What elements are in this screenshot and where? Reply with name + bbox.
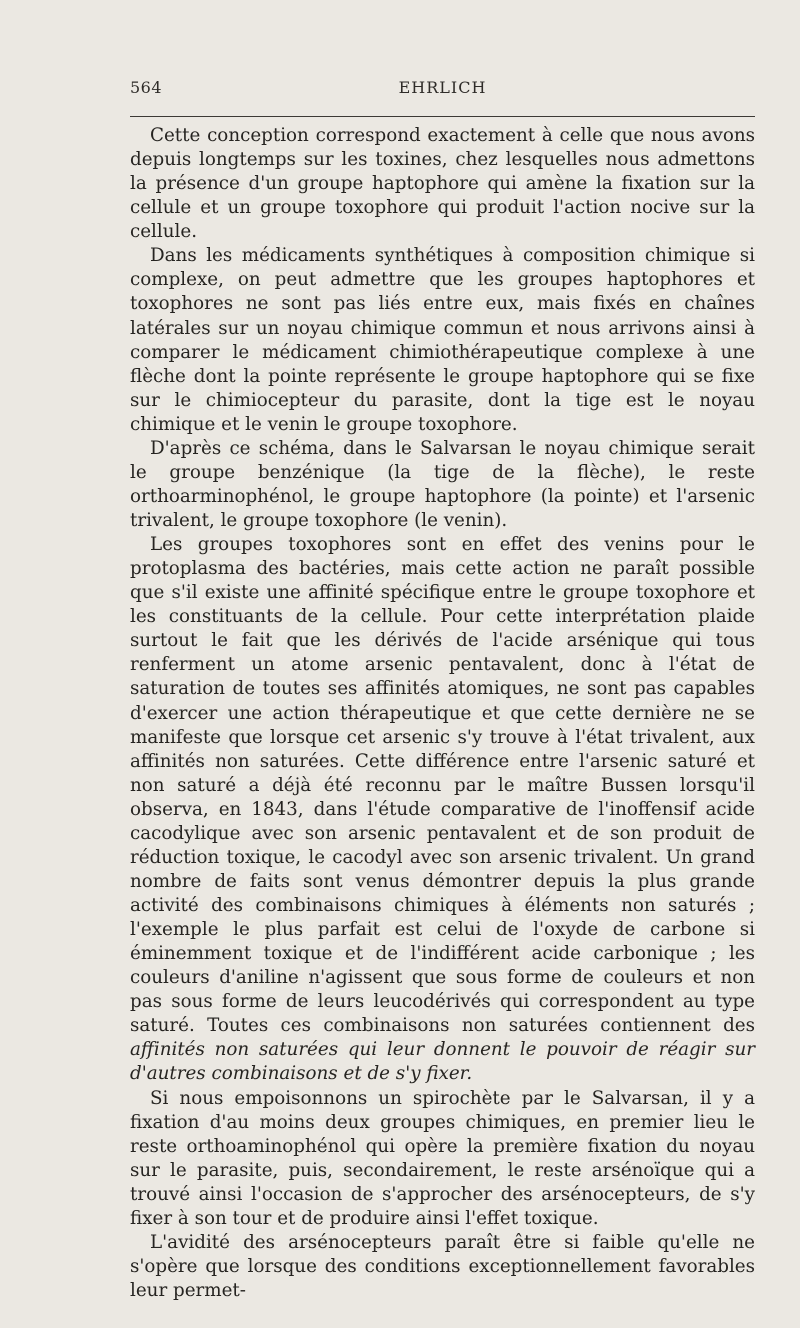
paragraph-3-text: D'après ce schéma, dans le Salvarsan le noyau chimique serait le groupe benzénique (la tige de la flèche), le reste orthoarminophénol, le groupe haptophore (la pointe) et l'arsenic trivalent, le groupe toxophore (le venin). (130, 437, 755, 531)
paragraph-6 (130, 1231, 755, 1303)
paragraph-2-text: Dans les médicaments synthétiques à composition chimique si complexe, on peut admettre que les groupes haptophores et toxophores ne sont pas liés entre eux, mais fixés en chaînes latérales sur un noyau chimique commun et nous arrivons ainsi à comparer le médicament chimiothérapeutique complexe à une flèche dont la pointe représente le groupe haptophore qui se fixe sur le chimiocepteur du parasite, dont la tige est le noyau chimique et le venin le groupe toxophore. (130, 245, 755, 435)
paragraph-5-text: Si nous empoisonnons un spirochète par le Salvarsan, il y a fixation d'au moins deux groupes chimiques, en premier lieu le reste orthoaminophénol qui opère la première fixation du noyau sur le parasite, puis, secondairement, le reste arsénoïque qui a trouvé ainsi l'occasion de s'approcher des arsénocepteurs, de s'y fixer à son tour et de produire ainsi l'effet toxique. (130, 1087, 755, 1229)
paragraph-1-text: Cette conception correspond exactement à celle que nous avons depuis longtemps sur les toxines, chez lesquelles nous admettons la présence d'un groupe haptophore qui amène la fixation sur la cellule et un groupe toxophore qui produit l'action nocive sur la cellule. (130, 125, 755, 243)
page-number: 564 (130, 78, 163, 97)
paragraph-5 (130, 1087, 755, 1231)
paragraph-1 (130, 124, 755, 244)
paragraph-2 (130, 244, 755, 437)
paragraph-4-text: Les groupes toxophores sont en effet des venins pour le protoplasma des bactéries, mais cette action ne paraît possible que s'il existe une affinité spécifique entre le groupe toxophore et les constituants de la cellule. Pour cette interprétation plaide surtout le fait que les dérivés de l'acide arsénique qui tous renferment un atome arsenic pentavalent, donc à l'état de saturation de toutes ses affinités atomiques, ne sont pas capables d'exercer une action thérapeutique et que cette dernière ne se manifeste que lorsque cet arsenic s'y trouve à l'état trivalent, aux affinités non saturées. Cette différence entre l'arsenic saturé et non saturé a déjà été reconnu par le maître Bussen lorsqu'il observa, en 1843, dans l'étude comparative de l'inoffensif acide cacodylique avec son arsenic pentavalent et de son produit de réduction toxique, le cacodyl avec son arsenic trivalent. Un grand nombre de faits sont venus démontrer depuis la plus grande activité des combinaisons chimiques à éléments non saturés ; l'exemple le plus parfait est celui de l'oxyde de carbone si éminemment toxique et de l'indifférent acide carbonique ; les couleurs d'aniline n'agissent que sous forme de couleurs et non pas sous forme de leurs leucodérivés qui correspondent au type saturé. Toutes ces combinaisons non saturées contiennent des (130, 534, 755, 1037)
paragraph-3 (130, 437, 755, 533)
running-head: EHRLICH (398, 78, 487, 97)
paragraph-4-italic: affinités non saturées qui leur donnent le pouvoir de réagir sur d'autres combinaisons et de s'y fixer. (130, 1039, 755, 1085)
page-header (130, 78, 755, 100)
paragraph-4 (130, 533, 755, 1086)
body-text (130, 124, 755, 1303)
paragraph-6-text: L'avidité des arsénocepteurs paraît être si faible qu'elle ne s'opère que lorsque des conditions exceptionnellement favorables leur permet- (130, 1231, 755, 1301)
header-rule (130, 116, 755, 117)
